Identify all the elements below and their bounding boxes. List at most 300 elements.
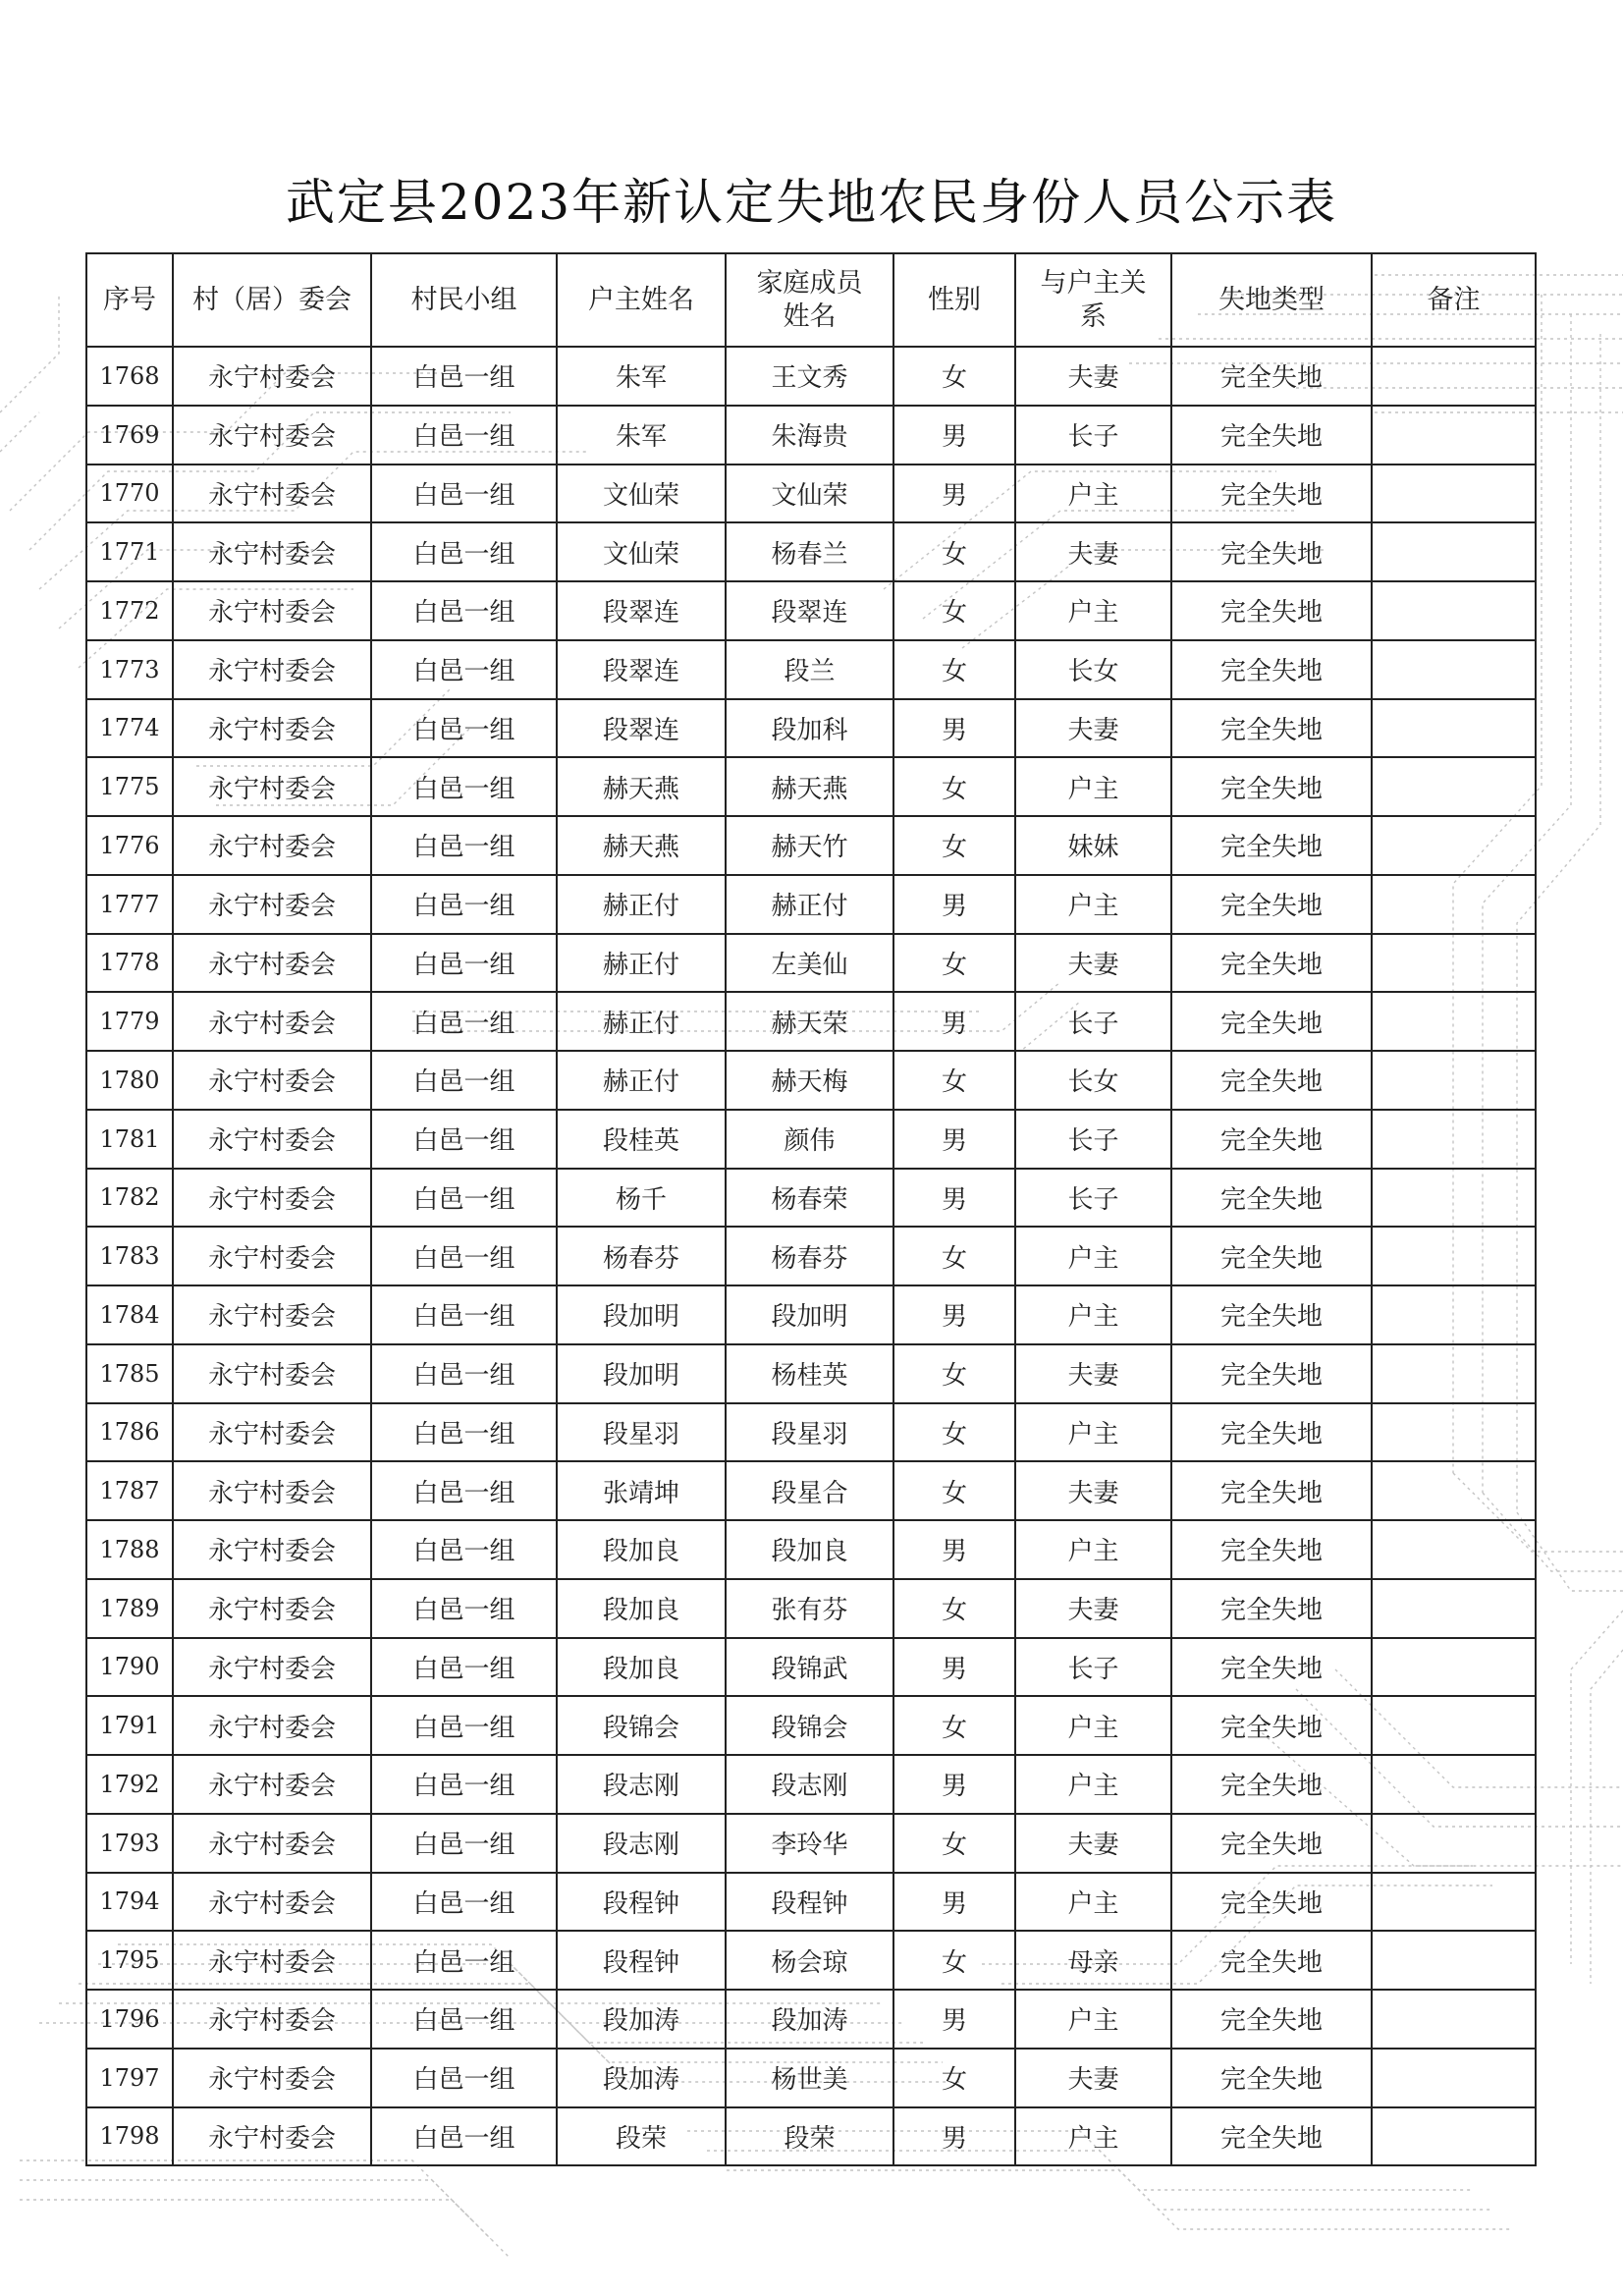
cell-member: 段锦武: [726, 1638, 893, 1697]
cell-gender: 男: [893, 992, 1015, 1051]
cell-group: 白邑一组: [371, 1461, 557, 1520]
cell-gender: 女: [893, 934, 1015, 993]
cell-type: 完全失地: [1171, 1696, 1372, 1755]
table-row: [86, 1520, 1536, 1579]
cell-member: 左美仙: [726, 934, 893, 993]
table-row: [86, 934, 1536, 993]
table-row: [86, 1579, 1536, 1638]
cell-head: 段加良: [557, 1638, 726, 1697]
cell-committee: 永宁村委会: [173, 1990, 371, 2049]
cell-gender: 女: [893, 347, 1015, 406]
cell-type: 完全失地: [1171, 347, 1372, 406]
cell-relation: 长子: [1015, 1169, 1171, 1228]
cell-gender: 女: [893, 1814, 1015, 1873]
col-header-type: 失地类型: [1171, 253, 1372, 347]
cell-group: 白邑一组: [371, 1696, 557, 1755]
table-row: [86, 2049, 1536, 2107]
cell-head: 段翠连: [557, 581, 726, 640]
cell-relation: 户主: [1015, 1520, 1171, 1579]
cell-gender: 男: [893, 1110, 1015, 1169]
cell-gender: 女: [893, 757, 1015, 816]
cell-member: 文仙荣: [726, 465, 893, 523]
cell-committee: 永宁村委会: [173, 1814, 371, 1873]
col-header-gender: 性别: [893, 253, 1015, 347]
cell-no: 1791: [86, 1696, 173, 1755]
cell-head: 赫正付: [557, 875, 726, 934]
cell-no: 1772: [86, 581, 173, 640]
col-header-relation-label: 与户主关系: [1040, 267, 1147, 332]
cell-head: 文仙荣: [557, 465, 726, 523]
cell-committee: 永宁村委会: [173, 406, 371, 465]
cell-type: 完全失地: [1171, 406, 1372, 465]
cell-group: 白邑一组: [371, 2049, 557, 2107]
cell-no: 1793: [86, 1814, 173, 1873]
cell-type: 完全失地: [1171, 1344, 1372, 1403]
cell-note: [1372, 816, 1536, 875]
cell-no: 1789: [86, 1579, 173, 1638]
cell-committee: 永宁村委会: [173, 1285, 371, 1344]
cell-committee: 永宁村委会: [173, 757, 371, 816]
cell-group: 白邑一组: [371, 1520, 557, 1579]
table-row: [86, 1696, 1536, 1755]
cell-gender: 女: [893, 640, 1015, 699]
cell-relation: 妹妹: [1015, 816, 1171, 875]
cell-type: 完全失地: [1171, 1814, 1372, 1873]
cell-note: [1372, 347, 1536, 406]
cell-relation: 长子: [1015, 1638, 1171, 1697]
cell-committee: 永宁村委会: [173, 1696, 371, 1755]
cell-head: 杨千: [557, 1169, 726, 1228]
cell-note: [1372, 1755, 1536, 1814]
cell-relation: 户主: [1015, 1285, 1171, 1344]
cell-relation: 夫妻: [1015, 1814, 1171, 1873]
cell-member: 段加良: [726, 1520, 893, 1579]
cell-committee: 永宁村委会: [173, 1344, 371, 1403]
table-row: [86, 347, 1536, 406]
cell-member: 段加明: [726, 1285, 893, 1344]
cell-head: 赫正付: [557, 1051, 726, 1110]
table-row: [86, 2107, 1536, 2166]
cell-member: 杨春荣: [726, 1169, 893, 1228]
cell-committee: 永宁村委会: [173, 816, 371, 875]
cell-committee: 永宁村委会: [173, 1931, 371, 1990]
cell-relation: 户主: [1015, 1696, 1171, 1755]
cell-note: [1372, 1344, 1536, 1403]
cell-no: 1781: [86, 1110, 173, 1169]
cell-committee: 永宁村委会: [173, 1051, 371, 1110]
cell-no: 1776: [86, 816, 173, 875]
cell-no: 1787: [86, 1461, 173, 1520]
cell-committee: 永宁村委会: [173, 1873, 371, 1932]
cell-committee: 永宁村委会: [173, 465, 371, 523]
table-row: [86, 992, 1536, 1051]
cell-type: 完全失地: [1171, 1227, 1372, 1285]
cell-group: 白邑一组: [371, 1285, 557, 1344]
cell-group: 白邑一组: [371, 1051, 557, 1110]
cell-relation: 母亲: [1015, 1931, 1171, 1990]
cell-committee: 永宁村委会: [173, 1579, 371, 1638]
cell-committee: 永宁村委会: [173, 875, 371, 934]
cell-head: 段程钟: [557, 1931, 726, 1990]
col-header-group: 村民小组: [371, 253, 557, 347]
cell-relation: 户主: [1015, 2107, 1171, 2166]
cell-note: [1372, 1110, 1536, 1169]
cell-gender: 女: [893, 1344, 1015, 1403]
cell-no: 1784: [86, 1285, 173, 1344]
cell-gender: 男: [893, 406, 1015, 465]
cell-relation: 长子: [1015, 406, 1171, 465]
cell-gender: 男: [893, 465, 1015, 523]
table-row: [86, 581, 1536, 640]
cell-group: 白邑一组: [371, 1931, 557, 1990]
cell-gender: 男: [893, 1520, 1015, 1579]
cell-type: 完全失地: [1171, 1461, 1372, 1520]
col-header-no: 序号: [86, 253, 173, 347]
cell-note: [1372, 1638, 1536, 1697]
cell-head: 段加涛: [557, 2049, 726, 2107]
table-row: [86, 757, 1536, 816]
cell-member: 杨春兰: [726, 522, 893, 581]
cell-committee: 永宁村委会: [173, 581, 371, 640]
cell-type: 完全失地: [1171, 1931, 1372, 1990]
cell-relation: 夫妻: [1015, 347, 1171, 406]
cell-member: 赫天燕: [726, 757, 893, 816]
cell-gender: 女: [893, 1051, 1015, 1110]
cell-committee: 永宁村委会: [173, 522, 371, 581]
cell-no: 1768: [86, 347, 173, 406]
cell-member: 段星合: [726, 1461, 893, 1520]
cell-head: 段加明: [557, 1285, 726, 1344]
cell-member: 杨桂英: [726, 1344, 893, 1403]
cell-type: 完全失地: [1171, 1755, 1372, 1814]
cell-type: 完全失地: [1171, 934, 1372, 993]
cell-note: [1372, 2049, 1536, 2107]
cell-type: 完全失地: [1171, 2049, 1372, 2107]
cell-member: 张有芬: [726, 1579, 893, 1638]
cell-relation: 户主: [1015, 1403, 1171, 1462]
cell-type: 完全失地: [1171, 816, 1372, 875]
cell-member: 朱海贵: [726, 406, 893, 465]
table-row: [86, 1169, 1536, 1228]
col-header-note: 备注: [1372, 253, 1536, 347]
table-row: [86, 1285, 1536, 1344]
cell-head: 段加良: [557, 1520, 726, 1579]
cell-relation: 夫妻: [1015, 1461, 1171, 1520]
cell-head: 段翠连: [557, 699, 726, 758]
cell-committee: 永宁村委会: [173, 1461, 371, 1520]
cell-group: 白邑一组: [371, 1169, 557, 1228]
cell-type: 完全失地: [1171, 1638, 1372, 1697]
cell-head: 段桂英: [557, 1110, 726, 1169]
table-row: [86, 1931, 1536, 1990]
cell-type: 完全失地: [1171, 1403, 1372, 1462]
cell-no: 1792: [86, 1755, 173, 1814]
cell-type: 完全失地: [1171, 1579, 1372, 1638]
col-header-member: [726, 253, 893, 347]
cell-member: 段星羽: [726, 1403, 893, 1462]
table-row: [86, 1344, 1536, 1403]
cell-type: 完全失地: [1171, 1051, 1372, 1110]
cell-gender: 男: [893, 1873, 1015, 1932]
cell-note: [1372, 875, 1536, 934]
table-row: [86, 1051, 1536, 1110]
cell-relation: 户主: [1015, 757, 1171, 816]
cell-committee: 永宁村委会: [173, 1169, 371, 1228]
page-title: 武定县2023年新认定失地农民身份人员公示表: [285, 174, 1338, 231]
cell-committee: 永宁村委会: [173, 1755, 371, 1814]
cell-note: [1372, 1696, 1536, 1755]
cell-no: 1797: [86, 2049, 173, 2107]
cell-type: 完全失地: [1171, 757, 1372, 816]
cell-head: 朱军: [557, 406, 726, 465]
roster-table: [85, 252, 1537, 2166]
cell-group: 白邑一组: [371, 757, 557, 816]
cell-type: 完全失地: [1171, 1169, 1372, 1228]
cell-type: 完全失地: [1171, 640, 1372, 699]
cell-member: 段加科: [726, 699, 893, 758]
cell-group: 白邑一组: [371, 934, 557, 993]
cell-gender: 男: [893, 1755, 1015, 1814]
cell-relation: 户主: [1015, 581, 1171, 640]
table-row: [86, 699, 1536, 758]
cell-head: 朱军: [557, 347, 726, 406]
cell-no: 1769: [86, 406, 173, 465]
cell-head: 赫天燕: [557, 757, 726, 816]
table-body: [86, 347, 1536, 2165]
col-header-committee: 村（居）委会: [173, 253, 371, 347]
cell-member: 赫天梅: [726, 1051, 893, 1110]
cell-relation: 户主: [1015, 1755, 1171, 1814]
cell-committee: 永宁村委会: [173, 1520, 371, 1579]
cell-head: 段翠连: [557, 640, 726, 699]
cell-head: 赫正付: [557, 992, 726, 1051]
cell-gender: 女: [893, 1403, 1015, 1462]
cell-member: 杨世美: [726, 2049, 893, 2107]
cell-committee: 永宁村委会: [173, 2107, 371, 2166]
table-row: [86, 1110, 1536, 1169]
cell-no: 1796: [86, 1990, 173, 2049]
cell-member: 颜伟: [726, 1110, 893, 1169]
cell-no: 1775: [86, 757, 173, 816]
cell-note: [1372, 1520, 1536, 1579]
cell-gender: 女: [893, 522, 1015, 581]
cell-head: 赫正付: [557, 934, 726, 993]
table-row: [86, 522, 1536, 581]
cell-group: 白邑一组: [371, 1990, 557, 2049]
cell-type: 完全失地: [1171, 875, 1372, 934]
cell-group: 白邑一组: [371, 465, 557, 523]
cell-group: 白邑一组: [371, 1638, 557, 1697]
cell-no: 1777: [86, 875, 173, 934]
cell-group: 白邑一组: [371, 992, 557, 1051]
cell-relation: 长子: [1015, 992, 1171, 1051]
cell-note: [1372, 1403, 1536, 1462]
cell-type: 完全失地: [1171, 992, 1372, 1051]
cell-type: 完全失地: [1171, 522, 1372, 581]
table-row: [86, 1755, 1536, 1814]
cell-head: 段荣: [557, 2107, 726, 2166]
cell-relation: 户主: [1015, 465, 1171, 523]
cell-member: 赫天荣: [726, 992, 893, 1051]
cell-gender: 女: [893, 1227, 1015, 1285]
cell-gender: 女: [893, 2049, 1015, 2107]
cell-member: 段兰: [726, 640, 893, 699]
table-row: [86, 1873, 1536, 1932]
cell-group: 白邑一组: [371, 1755, 557, 1814]
cell-note: [1372, 934, 1536, 993]
table-row: [86, 1227, 1536, 1285]
cell-note: [1372, 1169, 1536, 1228]
cell-gender: 女: [893, 1461, 1015, 1520]
cell-head: 段志刚: [557, 1755, 726, 1814]
cell-relation: 户主: [1015, 875, 1171, 934]
cell-group: 白邑一组: [371, 1110, 557, 1169]
cell-type: 完全失地: [1171, 2107, 1372, 2166]
cell-member: 段翠连: [726, 581, 893, 640]
cell-type: 完全失地: [1171, 1520, 1372, 1579]
cell-committee: 永宁村委会: [173, 640, 371, 699]
cell-no: 1783: [86, 1227, 173, 1285]
cell-gender: 男: [893, 1285, 1015, 1344]
cell-note: [1372, 640, 1536, 699]
cell-note: [1372, 1931, 1536, 1990]
cell-no: 1780: [86, 1051, 173, 1110]
cell-type: 完全失地: [1171, 1990, 1372, 2049]
cell-note: [1372, 1051, 1536, 1110]
cell-note: [1372, 1285, 1536, 1344]
cell-group: 白邑一组: [371, 1344, 557, 1403]
col-header-head: 户主姓名: [557, 253, 726, 347]
cell-gender: 女: [893, 1579, 1015, 1638]
cell-note: [1372, 465, 1536, 523]
cell-note: [1372, 581, 1536, 640]
cell-group: 白邑一组: [371, 1579, 557, 1638]
cell-no: 1786: [86, 1403, 173, 1462]
cell-head: 段加良: [557, 1579, 726, 1638]
cell-gender: 男: [893, 875, 1015, 934]
cell-head: 段志刚: [557, 1814, 726, 1873]
cell-committee: 永宁村委会: [173, 992, 371, 1051]
cell-gender: 男: [893, 1169, 1015, 1228]
cell-group: 白邑一组: [371, 699, 557, 758]
cell-type: 完全失地: [1171, 1110, 1372, 1169]
cell-head: 赫天燕: [557, 816, 726, 875]
cell-no: 1779: [86, 992, 173, 1051]
cell-gender: 女: [893, 1696, 1015, 1755]
cell-committee: 永宁村委会: [173, 2049, 371, 2107]
table-row: [86, 1814, 1536, 1873]
cell-note: [1372, 992, 1536, 1051]
cell-gender: 女: [893, 1931, 1015, 1990]
cell-head: 段锦会: [557, 1696, 726, 1755]
cell-member: 赫天竹: [726, 816, 893, 875]
cell-note: [1372, 406, 1536, 465]
cell-member: 李玲华: [726, 1814, 893, 1873]
cell-type: 完全失地: [1171, 1873, 1372, 1932]
cell-gender: 男: [893, 699, 1015, 758]
cell-no: 1788: [86, 1520, 173, 1579]
cell-no: 1774: [86, 699, 173, 758]
cell-note: [1372, 757, 1536, 816]
cell-group: 白邑一组: [371, 522, 557, 581]
cell-relation: 户主: [1015, 1873, 1171, 1932]
cell-member: 杨春芬: [726, 1227, 893, 1285]
table-row: [86, 1638, 1536, 1697]
cell-relation: 夫妻: [1015, 2049, 1171, 2107]
cell-relation: 夫妻: [1015, 1344, 1171, 1403]
cell-head: 文仙荣: [557, 522, 726, 581]
col-header-member-label: 家庭成员姓名: [756, 267, 863, 332]
cell-gender: 男: [893, 1638, 1015, 1697]
cell-no: 1798: [86, 2107, 173, 2166]
cell-committee: 永宁村委会: [173, 1110, 371, 1169]
cell-relation: 夫妻: [1015, 522, 1171, 581]
cell-head: 杨春芬: [557, 1227, 726, 1285]
cell-committee: 永宁村委会: [173, 1227, 371, 1285]
cell-group: 白邑一组: [371, 1873, 557, 1932]
col-header-relation: [1015, 253, 1171, 347]
table-row: [86, 1990, 1536, 2049]
cell-group: 白邑一组: [371, 1814, 557, 1873]
cell-head: 张靖坤: [557, 1461, 726, 1520]
cell-member: 王文秀: [726, 347, 893, 406]
cell-note: [1372, 1873, 1536, 1932]
cell-relation: 夫妻: [1015, 699, 1171, 758]
cell-head: 段程钟: [557, 1873, 726, 1932]
cell-group: 白邑一组: [371, 2107, 557, 2166]
cell-member: 段加涛: [726, 1990, 893, 2049]
cell-no: 1785: [86, 1344, 173, 1403]
table-row: [86, 406, 1536, 465]
cell-type: 完全失地: [1171, 465, 1372, 523]
cell-group: 白邑一组: [371, 1403, 557, 1462]
cell-committee: 永宁村委会: [173, 699, 371, 758]
cell-member: 段荣: [726, 2107, 893, 2166]
cell-note: [1372, 1579, 1536, 1638]
cell-gender: 女: [893, 816, 1015, 875]
cell-head: 段加明: [557, 1344, 726, 1403]
cell-relation: 夫妻: [1015, 1579, 1171, 1638]
cell-group: 白邑一组: [371, 640, 557, 699]
cell-group: 白邑一组: [371, 816, 557, 875]
cell-group: 白邑一组: [371, 347, 557, 406]
table-row: [86, 1403, 1536, 1462]
table-row: [86, 465, 1536, 523]
cell-note: [1372, 2107, 1536, 2166]
cell-committee: 永宁村委会: [173, 1403, 371, 1462]
cell-no: 1790: [86, 1638, 173, 1697]
cell-relation: 长女: [1015, 640, 1171, 699]
cell-no: 1778: [86, 934, 173, 993]
cell-member: 杨会琼: [726, 1931, 893, 1990]
cell-head: 段星羽: [557, 1403, 726, 1462]
cell-relation: 户主: [1015, 1227, 1171, 1285]
table-row: [86, 875, 1536, 934]
cell-type: 完全失地: [1171, 581, 1372, 640]
table-header-row: [86, 253, 1536, 347]
cell-note: [1372, 1227, 1536, 1285]
cell-no: 1782: [86, 1169, 173, 1228]
cell-member: 赫正付: [726, 875, 893, 934]
cell-group: 白邑一组: [371, 406, 557, 465]
cell-note: [1372, 522, 1536, 581]
cell-no: 1773: [86, 640, 173, 699]
cell-gender: 男: [893, 2107, 1015, 2166]
cell-type: 完全失地: [1171, 699, 1372, 758]
cell-committee: 永宁村委会: [173, 347, 371, 406]
cell-relation: 长女: [1015, 1051, 1171, 1110]
cell-note: [1372, 699, 1536, 758]
